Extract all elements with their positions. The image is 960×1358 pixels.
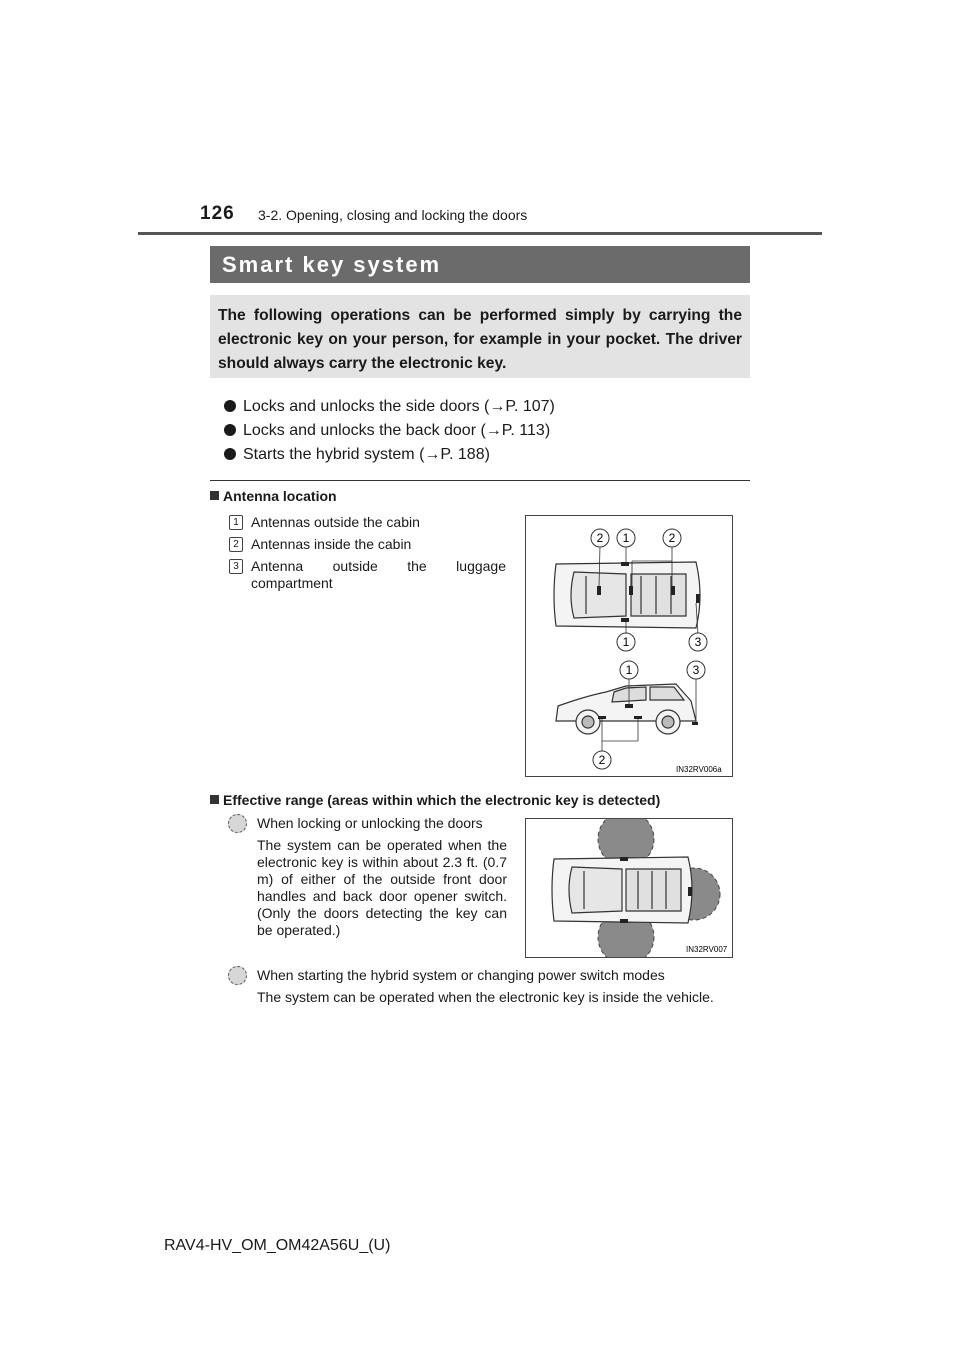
antenna-heading-text: Antenna location xyxy=(223,488,337,504)
figure-code: IN32RV007 xyxy=(686,945,728,954)
page-number: 126 xyxy=(200,203,235,224)
range-zone-icon xyxy=(228,814,247,833)
number-badge: 3 xyxy=(229,559,243,574)
callout-label: 1 xyxy=(625,663,633,677)
number-badge: 2 xyxy=(229,537,243,552)
list-item-text: Antenna outside the luggage compartment xyxy=(251,558,506,591)
bullet-icon xyxy=(224,400,236,412)
callout-label: 2 xyxy=(596,531,604,545)
range-diagram xyxy=(526,819,732,957)
footer-code: RAV4-HV_OM_OM42A56U_(U) xyxy=(164,1237,391,1254)
list-item xyxy=(224,419,550,443)
car-top-view xyxy=(552,857,692,923)
bullet-icon xyxy=(224,448,236,460)
bullet-text: Starts the hybrid system (→P. 188) xyxy=(243,446,490,463)
range-item-text: The system can be operated when the electronic key is inside the vehicle. xyxy=(257,989,714,1005)
callout-label: 2 xyxy=(668,531,676,545)
range-item-title: When locking or unlocking the doors xyxy=(257,815,483,831)
list-item xyxy=(224,443,490,467)
range-heading-text: Effective range (areas within which the electronic key is detected) xyxy=(223,792,661,808)
figure-code: IN32RV006a xyxy=(676,765,722,774)
section-title: 3-2. Opening, closing and locking the doors xyxy=(258,207,528,223)
range-item-text: The system can be operated when the electronic key is within about 2.3 ft. (0.7 m) of either of the outside front door handles and back door opener switch. (Only the doors detecting the key can be operated.) xyxy=(257,837,507,938)
callout-label: 3 xyxy=(694,635,702,649)
square-bullet-icon xyxy=(210,795,219,804)
header-rule xyxy=(138,232,822,235)
car-side-view xyxy=(556,684,696,734)
intro-box xyxy=(210,295,750,378)
callout-label: 1 xyxy=(622,531,630,545)
number-badge: 1 xyxy=(229,515,243,530)
antenna-figure xyxy=(525,515,733,777)
callout-label: 3 xyxy=(692,663,700,677)
callout-label: 1 xyxy=(622,635,630,649)
range-zone-icon xyxy=(228,966,247,985)
list-item-text: Antennas inside the cabin xyxy=(251,536,412,552)
title-bar xyxy=(210,246,750,283)
page-title: Smart key system xyxy=(222,252,442,277)
range-heading xyxy=(210,792,660,808)
range-figure xyxy=(525,818,733,958)
antenna-heading xyxy=(210,488,337,504)
antenna-diagram xyxy=(526,516,732,776)
square-bullet-icon xyxy=(210,491,219,500)
list-item xyxy=(224,395,555,419)
divider xyxy=(210,480,750,481)
callout-label: 2 xyxy=(598,753,606,767)
bullet-text: Locks and unlocks the side doors (→P. 107) xyxy=(243,398,555,415)
list-item-text: Antennas outside the cabin xyxy=(251,514,420,530)
bullet-text: Locks and unlocks the back door (→P. 113) xyxy=(243,422,551,439)
intro-text: The following operations can be performed simply by carrying the electronic key on your person, for example in your pocket. The driver should always carry the electronic key. xyxy=(218,307,742,372)
range-item-title: When starting the hybrid system or changing power switch modes xyxy=(257,967,665,983)
bullet-icon xyxy=(224,424,236,436)
